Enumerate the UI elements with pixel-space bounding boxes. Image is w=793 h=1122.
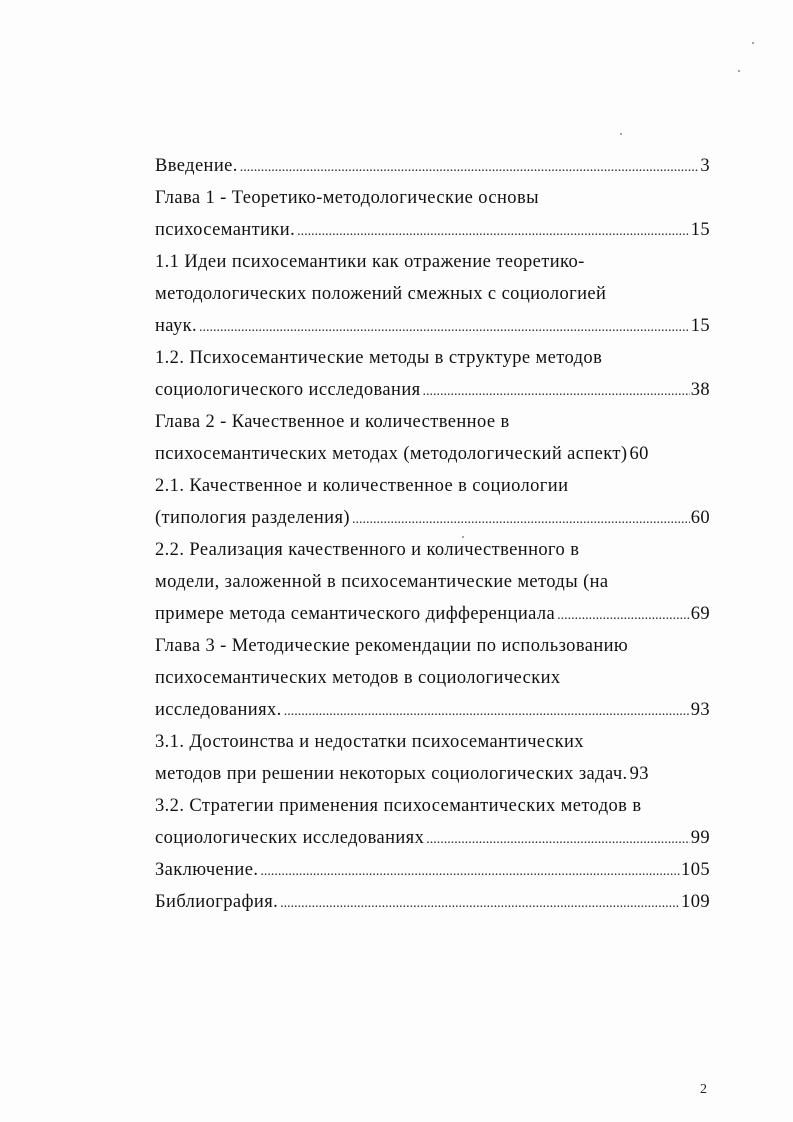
toc-dot-leader bbox=[557, 600, 690, 632]
toc-entry-text: социологического исследования bbox=[155, 380, 421, 400]
toc-line bbox=[155, 662, 710, 694]
toc-entry-text: психосемантических методов в социологических bbox=[155, 668, 561, 688]
toc-line bbox=[155, 470, 710, 502]
toc-page-number: 69 bbox=[690, 604, 710, 624]
toc-line bbox=[155, 790, 710, 822]
toc-entry-text: примере метода семантического дифференциала bbox=[155, 604, 556, 624]
toc-entry-text: Глава 3 - Методические рекомендации по использованию bbox=[155, 636, 629, 656]
toc-dot-leader bbox=[423, 376, 690, 408]
toc-page-number: 15 bbox=[690, 220, 710, 240]
toc-dot-leader bbox=[199, 312, 690, 344]
scan-speck bbox=[752, 42, 754, 44]
toc-page-number: 93 bbox=[690, 700, 710, 720]
toc-dot-leader bbox=[352, 504, 690, 536]
toc-line bbox=[155, 534, 710, 566]
toc-line bbox=[155, 566, 710, 598]
toc-line bbox=[155, 502, 710, 534]
toc-dot-leader bbox=[284, 696, 690, 728]
toc-dot-leader bbox=[280, 888, 680, 920]
toc-page-number: 105 bbox=[681, 860, 710, 880]
toc-entry-text: (типология разделения) bbox=[155, 508, 350, 528]
toc-line bbox=[155, 758, 710, 790]
toc-line bbox=[155, 182, 710, 214]
toc-dot-leader bbox=[426, 824, 689, 856]
page-number: 2 bbox=[700, 1082, 707, 1097]
toc-line bbox=[155, 246, 710, 278]
toc-page-number: 15 bbox=[690, 316, 710, 336]
toc-dot-leader bbox=[240, 152, 700, 184]
toc-line bbox=[155, 278, 710, 310]
toc-line bbox=[155, 214, 710, 246]
toc-entry-text: 3.2. Стратегии применения психосемантических методов в bbox=[155, 796, 642, 816]
toc-entry-text: 3.1. Достоинства и недостатки психосемантических bbox=[155, 732, 584, 752]
scan-speck bbox=[620, 133, 622, 135]
toc-entry-text: методов при решении некоторых социологических задач. bbox=[155, 764, 628, 784]
toc-entry-text: Библиография. bbox=[155, 892, 279, 912]
toc-page-number: 3 bbox=[700, 156, 710, 176]
toc-page-number: 99 bbox=[690, 828, 710, 848]
toc-dot-leader bbox=[297, 216, 690, 248]
toc-entry-text: 2.2. Реализация качественного и количественного в bbox=[155, 540, 580, 560]
toc-dot-leader bbox=[260, 856, 680, 888]
toc-line bbox=[155, 374, 710, 406]
toc-line bbox=[155, 822, 710, 854]
toc-entry-text: Глава 1 - Теоретико-методологические основы bbox=[155, 188, 539, 208]
toc-line bbox=[155, 438, 710, 470]
toc-entry-text: Глава 2 - Качественное и количественное в bbox=[155, 412, 510, 432]
toc-line bbox=[155, 598, 710, 630]
toc-line bbox=[155, 342, 710, 374]
toc-entry-text: Заключение. bbox=[155, 860, 259, 880]
toc-line bbox=[155, 630, 710, 662]
toc-entry-text: Введение. bbox=[155, 156, 238, 176]
toc-page-number: 93 bbox=[629, 764, 649, 784]
toc-line bbox=[155, 854, 710, 886]
toc-entry-text: 2.1. Качественное и количественное в социологии bbox=[155, 476, 569, 496]
toc-page-number: 60 bbox=[690, 508, 710, 528]
toc-entry-text: модели, заложенной в психосемантические методы (на bbox=[155, 572, 609, 592]
toc-entry-text: 1.1 Идеи психосемантики как отражение теоретико- bbox=[155, 252, 585, 272]
scan-speck bbox=[738, 70, 740, 72]
toc-entry-text: методологических положений смежных с социологией bbox=[155, 284, 607, 304]
toc-entry-text: наук. bbox=[155, 316, 198, 336]
toc-line bbox=[155, 150, 710, 182]
toc-page-number: 109 bbox=[681, 892, 710, 912]
toc-line bbox=[155, 310, 710, 342]
toc-line bbox=[155, 406, 710, 438]
scan-speck bbox=[462, 536, 464, 538]
toc-entry-text: исследованиях. bbox=[155, 700, 282, 720]
toc-entry-text: психосемантических методах (методологический аспект) bbox=[155, 444, 628, 464]
toc-line bbox=[155, 886, 710, 918]
toc-entry-text: социологических исследованиях bbox=[155, 828, 425, 848]
toc-entry-text: психосемантики. bbox=[155, 220, 296, 240]
toc-line bbox=[155, 726, 710, 758]
table-of-contents bbox=[155, 150, 710, 918]
toc-page-number: 38 bbox=[690, 380, 710, 400]
toc-page-number: 60 bbox=[629, 444, 649, 464]
toc-line bbox=[155, 694, 710, 726]
toc-entry-text: 1.2. Психосемантические методы в структуре методов bbox=[155, 348, 603, 368]
